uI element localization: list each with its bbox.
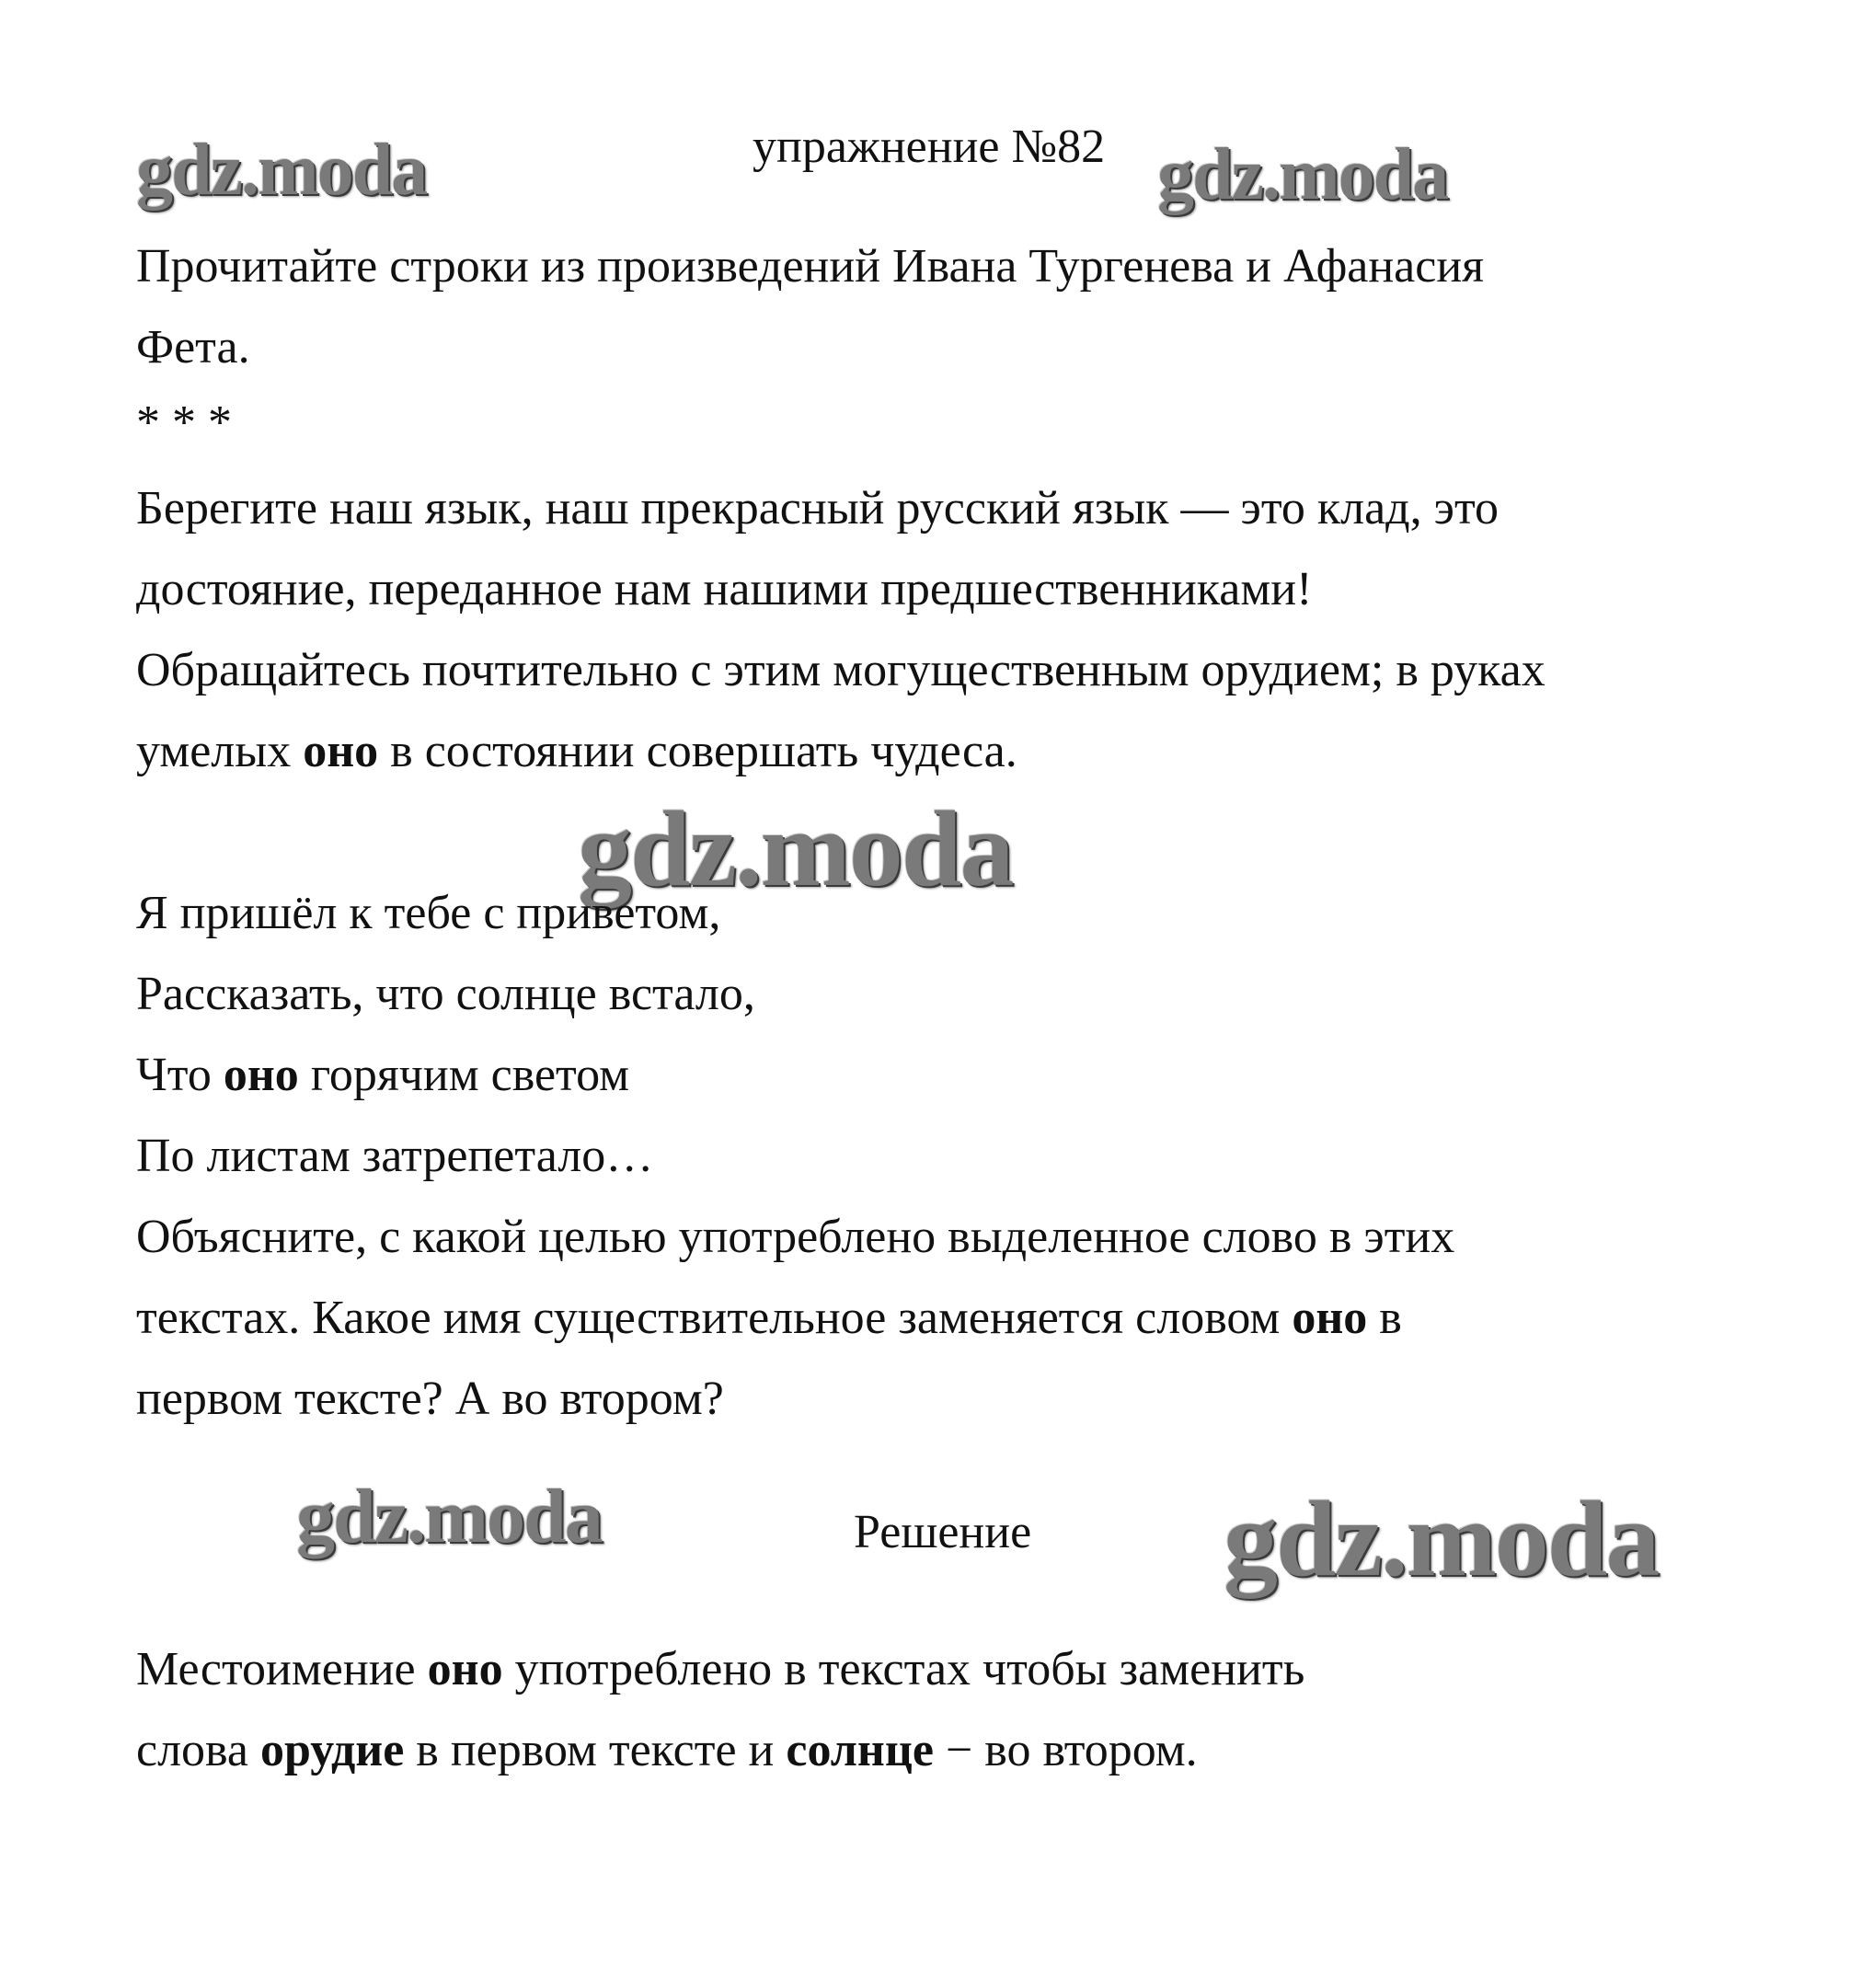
solution-text: − во втором. <box>933 1724 1198 1776</box>
poem-line: Я пришёл к тебе с приветом, <box>136 887 721 939</box>
quote-line: достояние, переданное нам нашими предшественниками! <box>136 563 1313 615</box>
highlighted-word: солнце <box>786 1724 934 1776</box>
question-text: в <box>1367 1292 1402 1344</box>
page-title: упражнение №82 <box>753 121 1106 173</box>
highlighted-word: оно <box>303 725 379 777</box>
quote-line <box>136 724 1017 779</box>
question-text: текстах. Какое имя существительное заменяется словом <box>136 1292 1293 1344</box>
highlighted-word: оно <box>1292 1292 1368 1344</box>
task-intro-line: Прочитайте строки из произведений Ивана Тургенева и Афанасия <box>136 240 1485 293</box>
poem-text: Что <box>136 1049 224 1101</box>
watermark-logo: gdz.moda <box>578 788 1013 909</box>
solution-line <box>136 1723 1198 1778</box>
solution-text: в первом тексте и <box>404 1724 787 1776</box>
highlighted-word: оно <box>427 1643 503 1695</box>
poem-line <box>136 1048 629 1103</box>
watermark-logo: gdz.moda <box>296 1474 602 1559</box>
quote-line: Обращайтесь почтительно с этим могущественным орудием; в руках <box>136 644 1546 696</box>
question-line <box>136 1291 1402 1346</box>
highlighted-word: оно <box>223 1049 299 1101</box>
watermark-logo: gdz.moda <box>1224 1478 1659 1599</box>
poem-text: горячим светом <box>298 1049 630 1101</box>
question-line: первом тексте? А во втором? <box>136 1373 724 1425</box>
solution-text: употреблено в текстах чтобы заменить <box>502 1643 1305 1695</box>
quote-text: в состоянии совершать чудеса. <box>378 725 1017 777</box>
solution-line <box>136 1642 1304 1697</box>
solution-text: Местоимение <box>136 1643 428 1695</box>
poem-line: По листам затрепетало… <box>136 1130 654 1182</box>
watermark-logo: gdz.moda <box>136 130 427 211</box>
solution-heading: Решение <box>854 1506 1032 1558</box>
watermark-logo: gdz.moda <box>1157 134 1448 215</box>
quote-text: умелых <box>136 725 304 777</box>
separator-stars: * * * <box>136 396 232 449</box>
quote-line: Берегите наш язык, наш прекрасный русский язык — это клад, это <box>136 482 1499 534</box>
question-line: Объясните, с какой целью употреблено выделенное слово в этих <box>136 1211 1455 1263</box>
highlighted-word: орудие <box>259 1724 405 1776</box>
poem-line: Рассказать, что солнце встало, <box>136 968 755 1020</box>
task-intro-line: Фета. <box>136 321 250 373</box>
solution-text: слова <box>136 1724 260 1776</box>
